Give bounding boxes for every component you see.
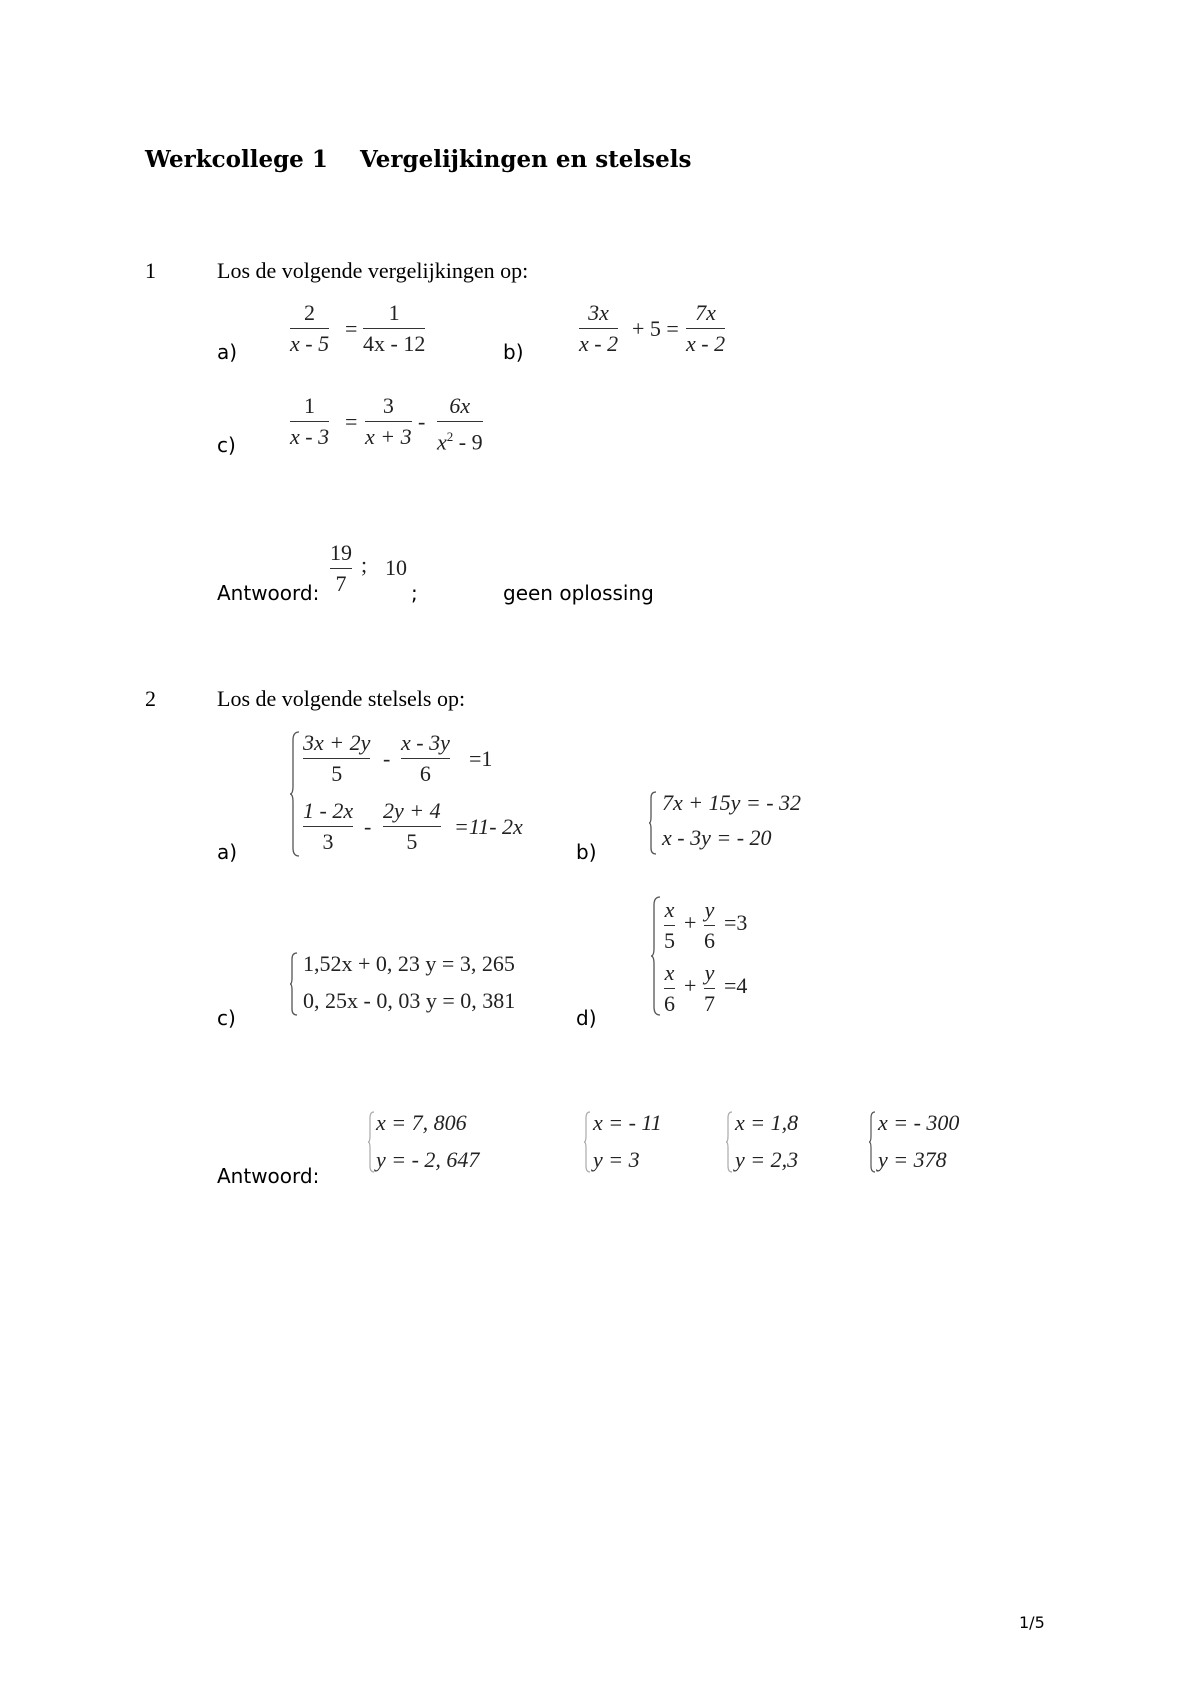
q2a-brace-icon [289, 730, 301, 858]
q2-answer-b-row2: y = 3 [593, 1147, 640, 1172]
q2a-r2-op: - [364, 814, 372, 839]
q1-answer-sep2: ; [411, 581, 418, 605]
q2a-r1-frac1: 3x + 2y 5 [303, 730, 371, 786]
q2-answer-d-row2: y = 378 [878, 1147, 947, 1172]
q1c-minus: - [418, 409, 426, 434]
q2d-r1-frac2: y 6 [704, 897, 715, 953]
q2a-r2-frac1: 1 - 2x 3 [303, 798, 354, 854]
q2a-r2-frac2: 2y + 4 5 [383, 798, 441, 854]
q2d-brace-icon [650, 895, 662, 1017]
q1c-left-num: 1 [304, 393, 316, 418]
q2b-row2: x - 3y = - 20 [662, 825, 772, 850]
question-2-number: 2 [145, 686, 156, 711]
q1c-left-fraction [290, 393, 329, 450]
q2-answer-c-brace-icon [725, 1110, 733, 1174]
q1a-left-den: x - 5 [290, 331, 330, 356]
q1b-right-num: 7x [695, 300, 716, 325]
q2d-r2-op: + [684, 973, 697, 998]
q1c-equals: = [345, 409, 358, 434]
q2d-r2-rhs: =4 [724, 973, 748, 998]
q1-answer-label: Antwoord: [217, 581, 320, 605]
q1-label-c: c) [217, 433, 236, 457]
q2-answer-a-brace-icon [367, 1110, 375, 1174]
q1c-left-den: x - 3 [290, 424, 330, 449]
q1a-right-fraction [363, 300, 425, 357]
q2a-r1-op: - [383, 746, 391, 771]
q1a-right-num: 1 [388, 300, 400, 325]
q1c-middle-den: x + 3 [365, 424, 412, 449]
q2-answer-b-row1: x = - 11 [593, 1110, 662, 1135]
q2c-row1: 1,52x + 0, 23 y = 3, 265 [303, 951, 515, 976]
q2-answer-d-row1: x = - 300 [878, 1110, 960, 1135]
page-subtitle: Vergelijkingen en stelsels [360, 146, 692, 173]
q1-label-b: b) [503, 340, 524, 364]
q1a-left-num: 2 [304, 300, 316, 325]
page-title: Werkcollege 1 [145, 146, 328, 173]
q2d-r1-frac1: x 5 [664, 897, 675, 953]
question-1-number: 1 [145, 258, 156, 283]
q2a-r1-rhs: =1 [469, 746, 493, 771]
q1a-left-fraction [290, 300, 329, 357]
q2b-brace-icon [648, 790, 658, 856]
q2-answer-d-brace-icon [868, 1110, 876, 1174]
q1c-right-fraction [437, 393, 483, 455]
q1-answer-b: 10 [385, 555, 407, 580]
q1c-right-den: $x^2 - 9$ [437, 429, 483, 455]
q2b-row1: 7x + 15y = - 32 [662, 790, 802, 815]
q2-label-c: c) [217, 1006, 236, 1030]
q1c-middle-fraction [365, 393, 412, 450]
q1b-left-fraction [579, 300, 618, 357]
q1a-right-den: 4x - 12 [363, 331, 426, 356]
q1c-right-num: 6x [449, 393, 471, 418]
q1b-left-num: 3x [588, 300, 609, 325]
q2-answer-c-row1: x = 1,8 [735, 1110, 799, 1135]
page-number: 1/5 [1019, 1613, 1045, 1632]
q1-label-a: a) [217, 340, 238, 364]
q2-answer-label: Antwoord: [217, 1164, 320, 1188]
q2-label-d: d) [576, 1006, 597, 1030]
q2a-r1-frac2: x - 3y 6 [401, 730, 450, 786]
q2-answer-a-row2: y = - 2, 647 [376, 1147, 480, 1172]
q2d-r2-frac2: y 7 [704, 960, 715, 1016]
q2d-r1-rhs: =3 [724, 910, 748, 935]
q2-label-a: a) [217, 840, 238, 864]
q1-answer-c: geen oplossing [503, 581, 654, 605]
question-2-instruction: Los de volgende stelsels op: [217, 686, 466, 711]
q2-label-b: b) [576, 840, 597, 864]
q1b-plus-five: + 5 = [632, 316, 679, 341]
q2-answer-a-row1: x = 7, 806 [376, 1110, 467, 1135]
q1-answer-a-num: 19 [330, 540, 352, 565]
q1b-right-fraction [686, 300, 725, 357]
q1-answer-a-den: 7 [335, 571, 347, 596]
q2c-row2: 0, 25x - 0, 03 y = 0, 381 [303, 988, 516, 1013]
q2-answer-c-row2: y = 2,3 [735, 1147, 799, 1172]
q1b-right-den: x - 2 [686, 331, 726, 356]
q2a-r2-rhs: =11- 2x [454, 814, 523, 839]
q1a-equals: = [345, 316, 358, 341]
q2c-brace-icon [289, 951, 299, 1017]
q2d-r2-frac1: x 6 [664, 960, 675, 1016]
q2d-r1-op: + [684, 910, 697, 935]
q1-answer-sep1: ; [361, 552, 368, 577]
q1-answer-a-fraction [330, 540, 352, 597]
q2-answer-b-brace-icon [583, 1110, 591, 1174]
question-1-instruction: Los de volgende vergelijkingen op: [217, 258, 529, 283]
q1c-middle-num: 3 [382, 393, 394, 418]
q1b-left-den: x - 2 [579, 331, 619, 356]
